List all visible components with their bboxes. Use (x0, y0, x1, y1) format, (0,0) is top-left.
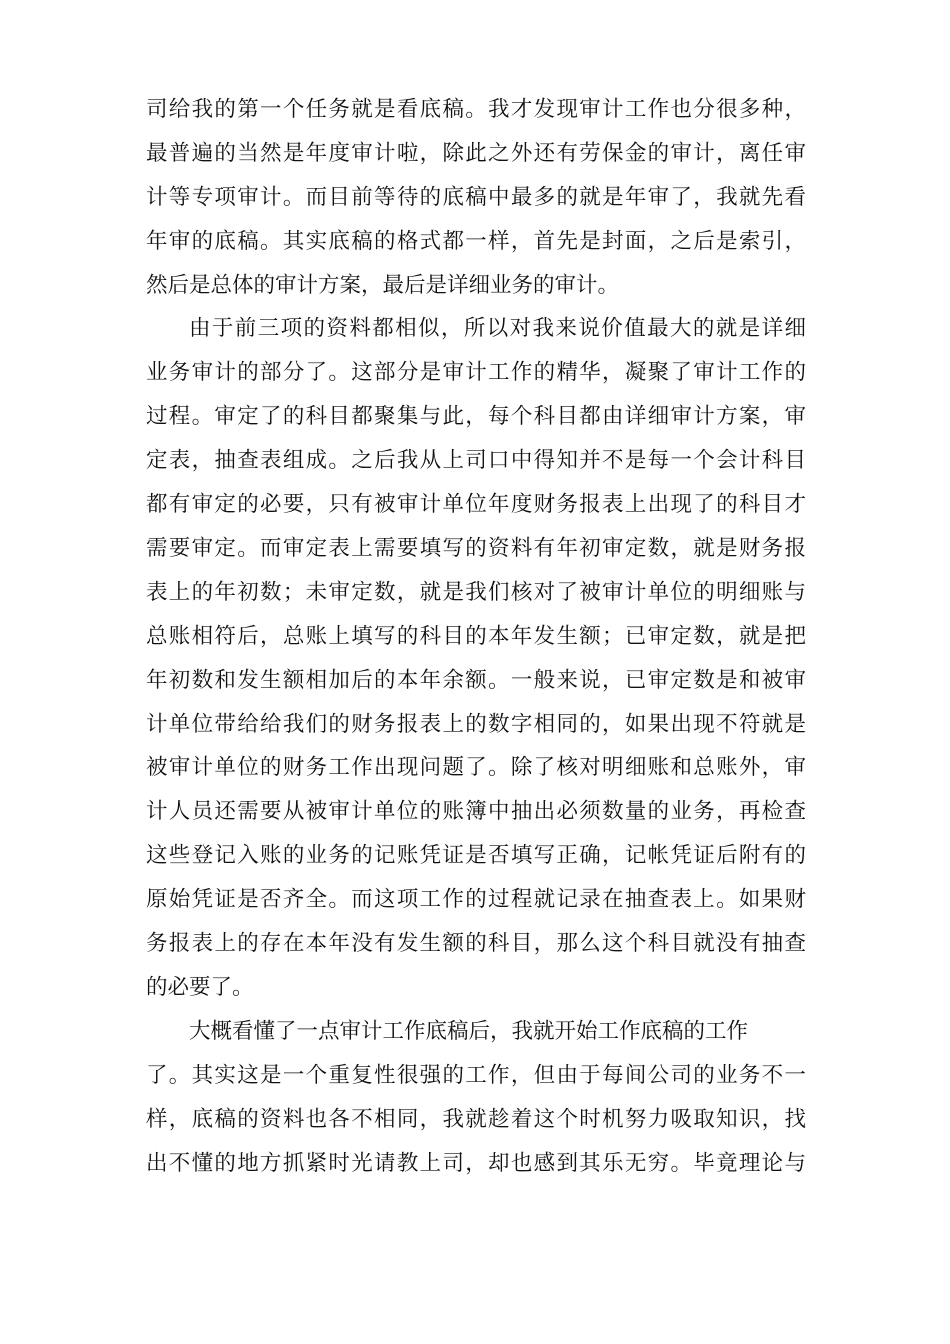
text-line: 样，底稿的资料也各不相同，我就趁着这个时机努力吸取知识，找 (146, 1107, 806, 1132)
text-line: 计单位带给给我们的财务报表上的数字相同的，如果出现不符就是 (146, 712, 806, 737)
text-line: 务报表上的存在本年没有发生额的科目，那么这个科目就没有抽查 (146, 931, 806, 956)
text-line: 总账相符后，总账上填写的科目的本年发生额；已审定数，就是把 (146, 624, 806, 649)
text-line: 司给我的第一个任务就是看底稿。我才发现审计工作也分很多种， (146, 97, 806, 122)
text-line: 计等专项审计。而目前等待的底稿中最多的就是年审了，我就先看 (146, 185, 806, 210)
text-line: 定表，抽查表组成。之后我从上司口中得知并不是每一个会计科目 (146, 448, 806, 473)
paragraph-first-line: 由于前三项的资料都相似，所以对我来说价值最大的就是详细 (189, 316, 806, 341)
text-line: 年初数和发生额相加后的本年余额。一般来说，已审定数是和被审 (146, 668, 806, 693)
text-line: 的必要了。 (146, 975, 254, 1000)
text-line: 表上的年初数；未审定数，就是我们核对了被审计单位的明细账与 (146, 580, 806, 605)
text-line: 原始凭证是否齐全。而这项工作的过程就记录在抽查表上。如果财 (146, 887, 806, 912)
text-line: 出不懂的地方抓紧时光请教上司，却也感到其乐无穷。毕竟理论与 (146, 1151, 806, 1176)
paragraph-first-line: 大概看懂了一点审计工作底稿后，我就开始工作底稿的工作 (189, 1019, 749, 1044)
text-line: 然后是总体的审计方案，最后是详细业务的审计。 (146, 273, 620, 298)
text-line: 这些登记入账的业务的记账凭证是否填写正确，记帐凭证后附有的 (146, 843, 806, 868)
text-line: 业务审计的部分了。这部分是审计工作的精华，凝聚了审计工作的 (146, 360, 806, 385)
text-line: 需要审定。而审定表上需要填写的资料有年初审定数，就是财务报 (146, 536, 806, 561)
text-line: 过程。审定了的科目都聚集与此，每个科目都由详细审计方案，审 (146, 404, 806, 429)
text-line: 最普遍的当然是年度审计啦，除此之外还有劳保金的审计，离任审 (146, 141, 806, 166)
text-line: 被审计单位的财务工作出现问题了。除了核对明细账和总账外，审 (146, 755, 806, 780)
text-line: 年审的底稿。其实底稿的格式都一样，首先是封面，之后是索引， (146, 229, 806, 254)
text-line: 计人员还需要从被审计单位的账簿中抽出必须数量的业务，再检查 (146, 799, 806, 824)
text-line: 都有审定的必要，只有被审计单位年度财务报表上出现了的科目才 (146, 492, 806, 517)
text-line: 了。其实这是一个重复性很强的工作，但由于每间公司的业务不一 (146, 1063, 806, 1088)
